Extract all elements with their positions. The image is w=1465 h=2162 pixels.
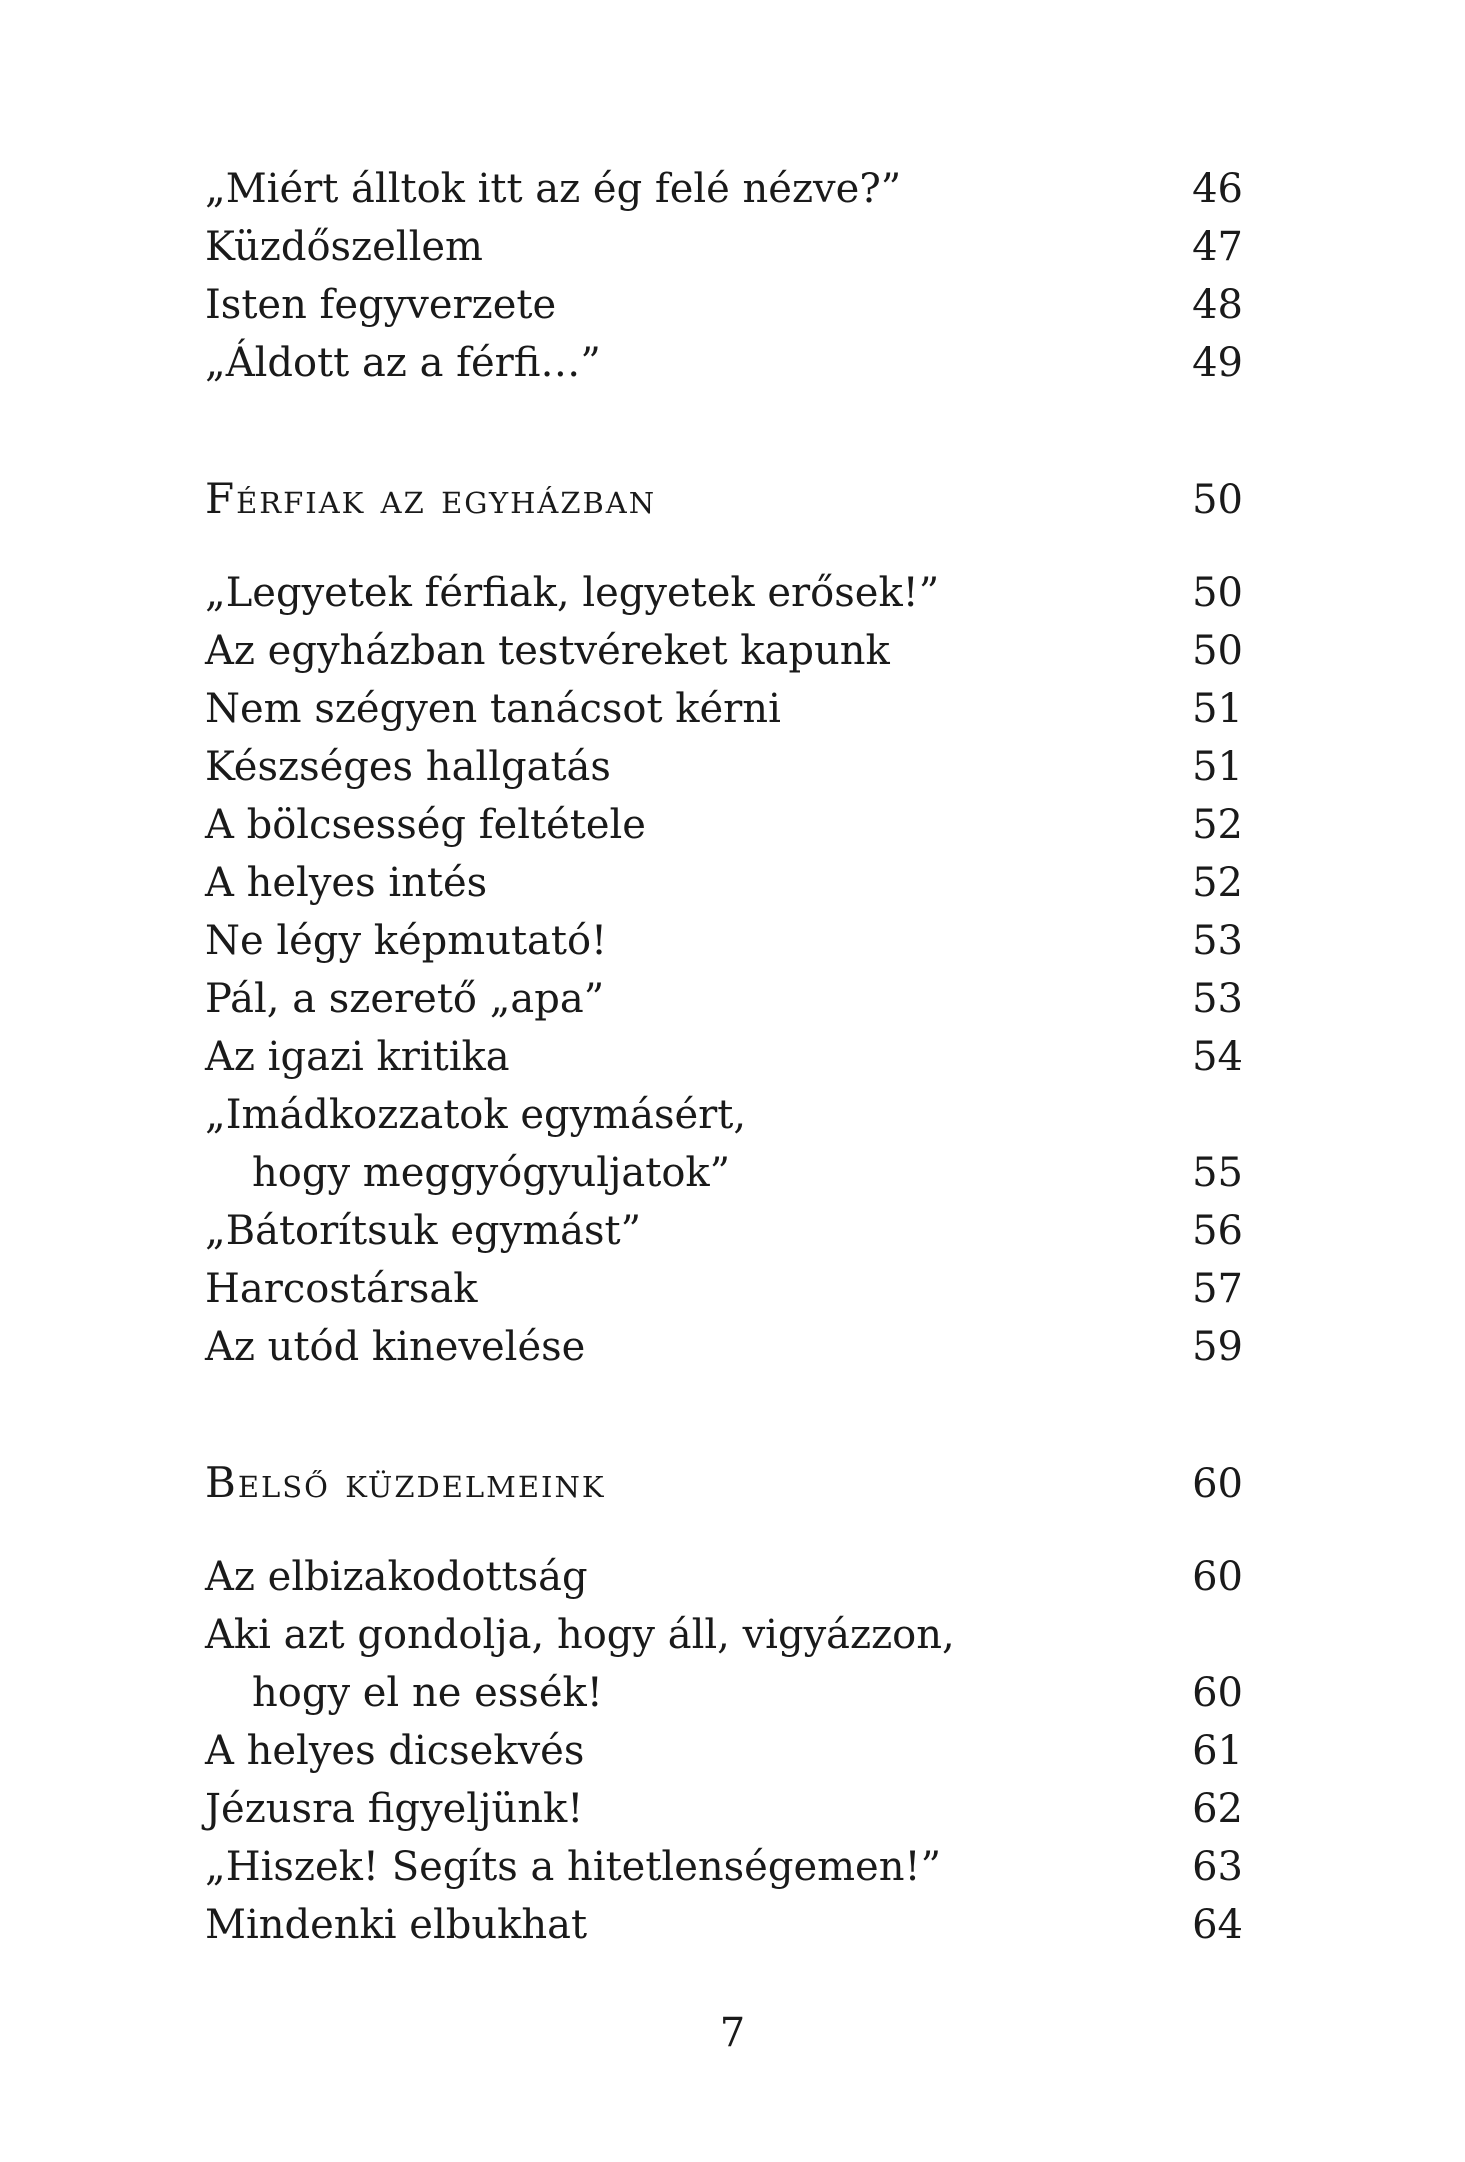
toc-entry: [205, 1838, 1243, 1896]
toc-entry-continuation: [205, 1664, 1243, 1722]
toc-entry: [205, 1202, 1243, 1260]
toc-entry-page: 56: [1192, 1208, 1243, 1254]
toc-entry-page: 50: [1192, 628, 1243, 674]
toc-entry-page: 57: [1192, 1266, 1243, 1312]
toc-entry: [205, 160, 1243, 218]
section-page: 50: [1192, 477, 1243, 523]
toc-entry-page: 62: [1192, 1786, 1243, 1832]
toc-entry-title: hogy meggyógyuljatok”: [252, 1150, 731, 1196]
toc-entry-page: 60: [1192, 1554, 1243, 1600]
toc-entry-page: 46: [1192, 166, 1243, 212]
toc-entry-page: 53: [1192, 918, 1243, 964]
toc-entry-title: Az elbizakodottság: [205, 1554, 588, 1600]
toc-entry-title: „Bátorítsuk egymást”: [205, 1208, 642, 1254]
toc-entry: [205, 854, 1243, 912]
toc-entry: [205, 1896, 1243, 1954]
toc-entry: [205, 1028, 1243, 1086]
toc-entry-page: 64: [1192, 1902, 1243, 1948]
toc-entry: [205, 564, 1243, 622]
toc-entry-page: 50: [1192, 570, 1243, 616]
toc-entry-page: 60: [1192, 1670, 1243, 1716]
toc-entry-title: Az igazi kritika: [205, 1034, 510, 1080]
toc-entry: [205, 1260, 1243, 1318]
toc-entry-title: Küzdőszellem: [205, 224, 483, 270]
toc-entry: [205, 680, 1243, 738]
toc-entry: [205, 1722, 1243, 1780]
toc-entry-page: 48: [1192, 282, 1243, 328]
toc-entry-title: Harcostársak: [205, 1266, 478, 1312]
toc-entry-title: „Hiszek! Segíts a hitetlenségemen!”: [205, 1844, 942, 1890]
toc-entry-page: 63: [1192, 1844, 1243, 1890]
toc-entry: [205, 1780, 1243, 1838]
table-of-contents: [205, 160, 1243, 1954]
toc-entry-title: Nem szégyen tanácsot kérni: [205, 686, 781, 732]
toc-entry-page: 51: [1192, 686, 1243, 732]
toc-entry: [205, 1548, 1243, 1606]
toc-entry-title: Mindenki elbukhat: [205, 1902, 588, 1948]
toc-entry-page: 51: [1192, 744, 1243, 790]
toc-section-heading: [205, 1454, 1243, 1512]
toc-entry-title: „Áldott az a férfi…”: [205, 340, 601, 386]
section-title: Férfiak az egyházban: [205, 474, 657, 523]
toc-entry-page: 55: [1192, 1150, 1243, 1196]
toc-entry-title: A bölcsesség feltétele: [205, 802, 646, 848]
toc-entry: [205, 738, 1243, 796]
toc-entry-title: „Imádkozzatok egymásért,: [205, 1092, 747, 1138]
toc-entry-title: Pál, a szerető „apa”: [205, 976, 605, 1022]
toc-entry-title: Az egyházban testvéreket kapunk: [205, 628, 890, 674]
toc-entry-title: Isten fegyverzete: [205, 282, 557, 328]
toc-entry: [205, 276, 1243, 334]
toc-entry: [205, 796, 1243, 854]
toc-entry-page: 52: [1192, 802, 1243, 848]
toc-entry: [205, 622, 1243, 680]
page-number: 7: [719, 2010, 746, 2056]
section-page: 60: [1192, 1461, 1243, 1507]
toc-entry-title: A helyes intés: [205, 860, 488, 906]
toc-entry-title: A helyes dicsekvés: [205, 1728, 585, 1774]
toc-entry-title: „Miért álltok itt az ég felé nézve?”: [205, 166, 902, 212]
toc-entry-page: 61: [1192, 1728, 1243, 1774]
toc-entry-title: Az utód kinevelése: [205, 1324, 586, 1370]
toc-entry-title: hogy el ne essék!: [252, 1670, 603, 1716]
toc-entry-page: 59: [1192, 1324, 1243, 1370]
toc-entry-continuation: [205, 1144, 1243, 1202]
toc-entry: [205, 1086, 1243, 1144]
toc-entry-page: 49: [1192, 340, 1243, 386]
toc-entry-page: 47: [1192, 224, 1243, 270]
toc-section-heading: [205, 470, 1243, 528]
toc-entry: [205, 1318, 1243, 1376]
section-title: Belső küzdelmeink: [205, 1458, 606, 1507]
toc-entry-page: 52: [1192, 860, 1243, 906]
toc-entry-title: Aki azt gondolja, hogy áll, vigyázzon,: [205, 1612, 955, 1658]
toc-entry-title: Készséges hallgatás: [205, 744, 611, 790]
toc-entry-title: „Legyetek férfiak, legyetek erősek!”: [205, 570, 940, 616]
toc-entry: [205, 334, 1243, 392]
toc-entry: [205, 970, 1243, 1028]
toc-entry: [205, 912, 1243, 970]
toc-entry-page: 53: [1192, 976, 1243, 1022]
toc-entry-page: 54: [1192, 1034, 1243, 1080]
toc-entry: [205, 218, 1243, 276]
toc-entry-title: Jézusra figyeljünk!: [205, 1786, 584, 1832]
toc-entry: [205, 1606, 1243, 1664]
toc-entry-title: Ne légy képmutató!: [205, 918, 608, 964]
